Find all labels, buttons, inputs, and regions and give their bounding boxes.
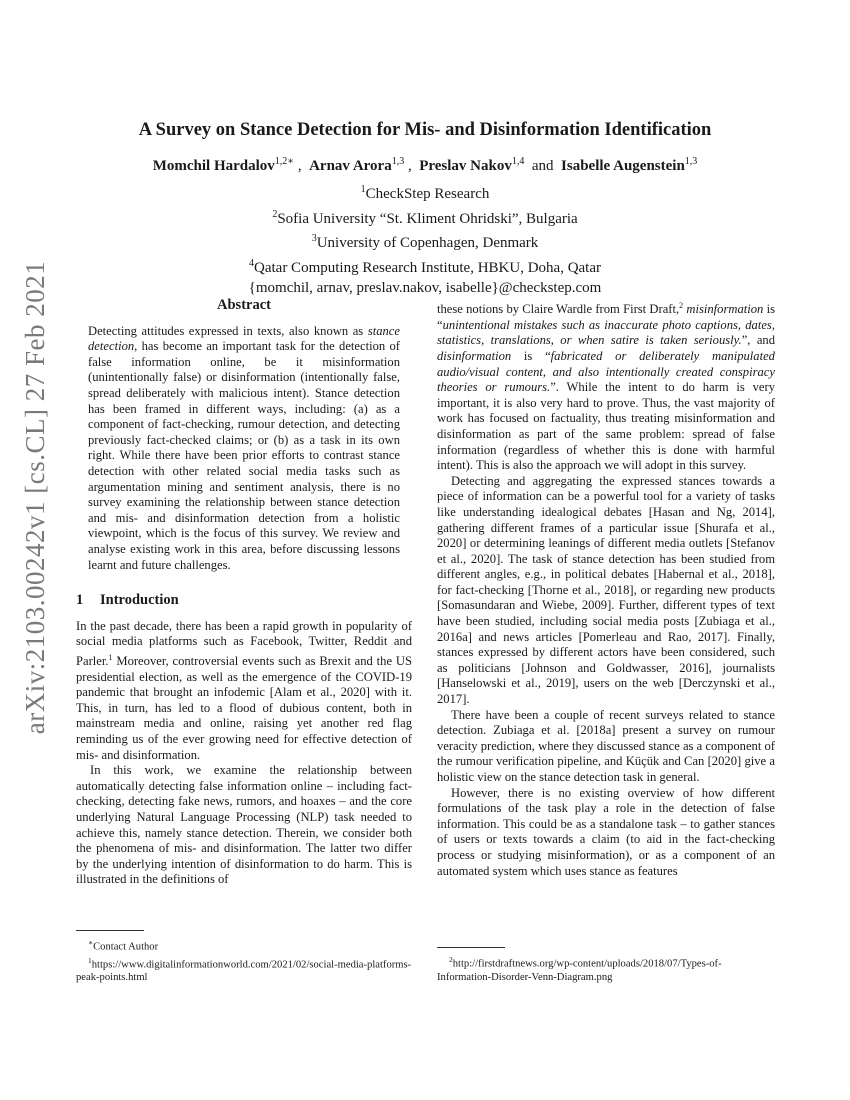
intro-paragraph: In the past decade, there has been a rapid growth in popularity of social media platforms such as Facebook, Twitter, Reddit and Parler.$^1$ Moreover, controversial events such as Brexit and the US presidential election, as well as the emergence of the COVID-19 pandemic that brought an infodemic [Alam et al., 2020] with it. This, in turn, has led to a flood of dubious content, both in mainstream media and online, raising yet another red flag reminding us of the ever growing need for effective detection of mis- and disinformation.	[76, 618, 412, 762]
affiliation-line	[0, 254, 850, 279]
affiliation-text: Qatar Computing Research Institute, HBKU, Doha, Qatar	[254, 259, 601, 276]
footnotes-right	[437, 947, 775, 984]
affiliation-mark: 3	[311, 233, 317, 244]
affiliation-mark: 1	[360, 184, 366, 195]
author-affiliation-mark: 1,4	[511, 156, 525, 167]
body-paragraph: However, there is no existing overview of how different formulations of the task play a role in the detection of false information. This could be as a standalone task – to gather stances of users or texts towards a claim (to aid in the fact-checking process or studying misinformation), or as a component of an automated system which uses stance as features	[437, 785, 775, 878]
affiliation-line	[0, 229, 850, 254]
author-conjunction: and	[531, 158, 554, 174]
author-name: Preslav Nakov	[419, 158, 512, 174]
affiliation-block	[0, 180, 850, 299]
author-separator: ,	[407, 158, 412, 174]
affiliation-line	[0, 205, 850, 230]
affiliation-line	[0, 180, 850, 205]
affiliation-text: CheckStep Research	[365, 186, 490, 202]
affiliation-mark: 4	[249, 257, 254, 269]
author-name: Arnav Arora	[309, 158, 392, 174]
section-heading-introduction	[76, 593, 412, 609]
right-column	[437, 298, 775, 879]
footnote-ref: 2	[679, 301, 684, 310]
footnote-rule	[76, 930, 144, 931]
body-paragraph: Detecting and aggregating the expressed stances towards a piece of information can be a powerful tool for a variety of tasks like understanding idealogical debates [Hasan and Ng, 2014], gathering different frames of a particular issue [Shurafa et al., 2020] or determining leanings of different media outlets [Stefanov et al., 2020]. The task of stance detection has been studied from different angles, e.g., in political debates [Habernal et al., 2018], for fact-checking [Thorne et al., 2018], or regarding new products [Somasundaran and Wiebe, 2009]. Further, different types of text have been studied, including social media posts [Zubiaga et al., 2016a] and news articles [Pomerleau and Rao, 2017]. Finally, stances expressed by different actors have been considered, such as politicians [Johnson and Goldwasser, 2016], journalists [Hanselowski et al., 2019], users on the web [Derczynski et al., 2017].	[437, 473, 775, 707]
author-separator: ,	[297, 158, 302, 174]
arxiv-identifier: arXiv:2103.00242v1 [cs.CL] 27 Feb 2021	[20, 260, 51, 734]
section-title: Introduction	[100, 592, 179, 609]
footnote-rule	[437, 947, 505, 948]
author-emails: {momchil, arnav, preslav.nakov, isabelle}@checkstep.com	[248, 280, 602, 296]
section-number: 1	[76, 592, 84, 609]
abstract-text: Detecting attitudes expressed in texts, also known as stance detection, has become an important task for the detection of false information online, be it misinformation (unintentionally false) or disinformation (intentionally false, spread deliberately with malicious intent). Stance detection has been framed in different ways, including: (a) as a component of fact-checking, rumour detection, and detecting previously fact-checked claims; or (b) as a task in its own right. While there have been prior efforts to contrast stance detection with other related social media tasks such as argumentation mining and sentiment analysis, there is no survey examining the relationship between stance detection and mis- and disinformation detection from a holistic viewpoint, which is the focus of this survey. We review and analyse existing work in this area, before discussing lessons learnt and future challenges.	[88, 323, 400, 572]
author-affiliation-mark: 1,2∗	[274, 156, 295, 167]
author-affiliation-mark: 1,3	[684, 156, 698, 167]
intro-paragraph: In this work, we examine the relationship between automatically detecting false information online – including fact-checking, detecting fake news, rumors, and hoaxes – and the core underlying Natural Language Processing (NLP) task needed to achieve this, namely stance detection. Therein, we consider both the phenomena of mis- and disinformation. The latter two differ by the underlying intention of disinformation to do harm. This is illustrated in the definitions of	[76, 763, 412, 887]
author-affiliation-mark: 1,3	[391, 156, 405, 167]
left-column	[76, 298, 412, 888]
affiliation-text: University of Copenhagen, Denmark	[316, 235, 539, 251]
body-paragraph: these notions by Claire Wardle from First Draft,$^2$ misinformation is “unintentional mistakes such as inaccurate photo captions, dates, statistics, translations, or when satire is taken seriously.”, and disinformation is “fabricated or deliberately manipulated audio/visual content, and also intentionally created conspiracy theories or rumours.”. While the intent to do harm is very important, it is also very hard to prove. Thus, the vast majority of work has focused on factuality, thus treating misinformation and disinformation as part of the same problem: spread of false information (regardless of whether this is done with harmful intent). This is also the approach we will adopt in this survey.	[437, 301, 776, 473]
author-name: Momchil Hardalov	[152, 158, 275, 174]
abstract-heading: Abstract	[217, 297, 271, 313]
affiliation-text: Sofia University “St. Kliment Ohridski”, Bulgaria	[277, 210, 578, 227]
footnote-contact: ∗Contact Author	[88, 938, 159, 953]
paper-title: A Survey on Stance Detection for Mis- and Disinformation Identification	[138, 120, 712, 140]
author-name: Isabelle Augenstein	[561, 158, 685, 174]
author-list	[0, 156, 850, 175]
footnote-2: $^2$http://firstdraftnews.org/wp-content/uploads/2018/07/Types-of-Information-Disorder-Venn-Diagram.png	[437, 955, 722, 983]
footnote-1: $^1$https://www.digitalinformationworld.com/2021/02/social-media-platforms-peak-points.html	[76, 955, 412, 984]
arxiv-sidebar-stamp	[10, 262, 62, 732]
affiliation-mark: 2	[272, 208, 278, 220]
footnotes-left	[76, 930, 412, 984]
footnote-ref: 1	[108, 652, 113, 662]
body-paragraph: There have been a couple of recent surveys related to stance detection. Zubiaga et al. [2018a] present a survey on rumour veracity prediction, where they discussed stance as a component of the rumour verification pipeline, and Küçük and Can [2020] give a holistic view on the stance detection task in general.	[437, 707, 775, 784]
